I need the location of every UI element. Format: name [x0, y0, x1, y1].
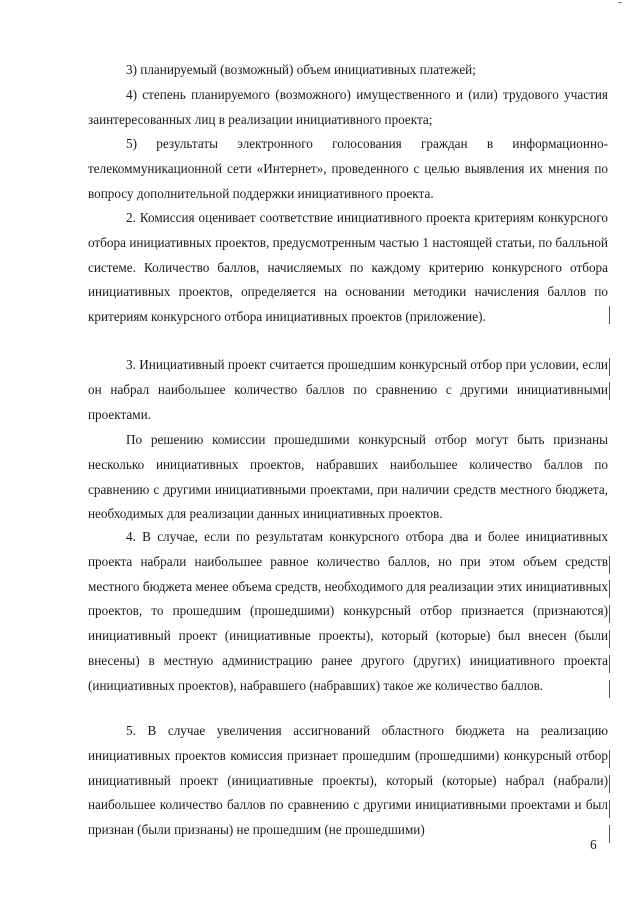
margin-line [609, 306, 610, 324]
paragraph-section-3: 3. Инициативный проект считается прошедшим конкурсный отбор при условии, если он набрал наибольшее количество баллов по сравнению с другими инициативными проектами. [88, 357, 608, 422]
paragraph-commission-decision: По решению комиссии прошедшими конкурсный отбор могут быть признаны несколько инициативных проектов, набравших наибольшее количество баллов по сравнению с другими инициативными проектами, при наличии средств местного бюджета, необходимых для реализации данных инициативных проектов. [88, 432, 608, 522]
margin-line [609, 825, 610, 843]
paragraph-section-4: 4. В случае, если по результатам конкурсного отбора два и более инициативных проекта набрали наибольшее равное количество баллов, но при этом объем средств местного бюджета менее объема средств, необходимого для реализации этих инициативных проектов, то прошедшим (прошедшими) конкурсный отбор признается (признаются) инициативный проект (инициативные проекты), который (которые) был внесен (были внесены) в местную администрацию ранее другого (других) инициативного проекта (инициативных проектов), набравшего (набравших) такое же количество баллов. [88, 529, 608, 693]
margin-line [609, 556, 610, 574]
margin-line [609, 655, 610, 673]
page-number: 6 [590, 837, 597, 852]
paragraph-section-2: 2. Комиссия оценивает соответствие инициативного проекта критериям конкурсного отбора инициативных проектов, предусмотренным частью 1 настоящей статьи, по балльной системе. Количество баллов, начисляемых по каждому критерию конкурсного отбора инициативных проектов, определяется на основании методики начисления баллов по критериям конкурсного отбора инициативных проектов (приложение). [88, 210, 608, 325]
paragraph-item-3: 3) планируемый (возможный) объем инициативных платежей; [126, 62, 476, 77]
scan-artifact [618, 2, 622, 3]
margin-line [609, 800, 610, 818]
margin-line [609, 775, 610, 793]
margin-line [609, 750, 610, 768]
margin-line [609, 630, 610, 648]
margin-line [609, 358, 610, 376]
margin-line [609, 580, 610, 598]
paragraph-item-4: 4) степень планируемого (возможного) имущественного и (или) трудового участия заинтересованных лиц в реализации инициативного проекта; [88, 87, 608, 127]
margin-line [609, 605, 610, 623]
margin-line [609, 680, 610, 698]
margin-line [609, 382, 610, 400]
paragraph-section-5: 5. В случае увеличения ассигнований областного бюджета на реализацию инициативных проектов комиссия признает прошедшим (прошедшими) конкурсный отбор инициативный проект (инициативные проекты), который (которые) набрал (набрали) наибольшее количество баллов по сравнению с другими инициативными проектами и был признан (были признаны) не прошедшим (не прошедшими) [88, 723, 608, 838]
paragraph-item-5: 5) результаты электронного голосования граждан в информационно-телекоммуникационной сети «Интернет», проведенного с целью выявления их мнения по вопросу дополнительной поддержки инициативного проекта. [88, 136, 608, 201]
